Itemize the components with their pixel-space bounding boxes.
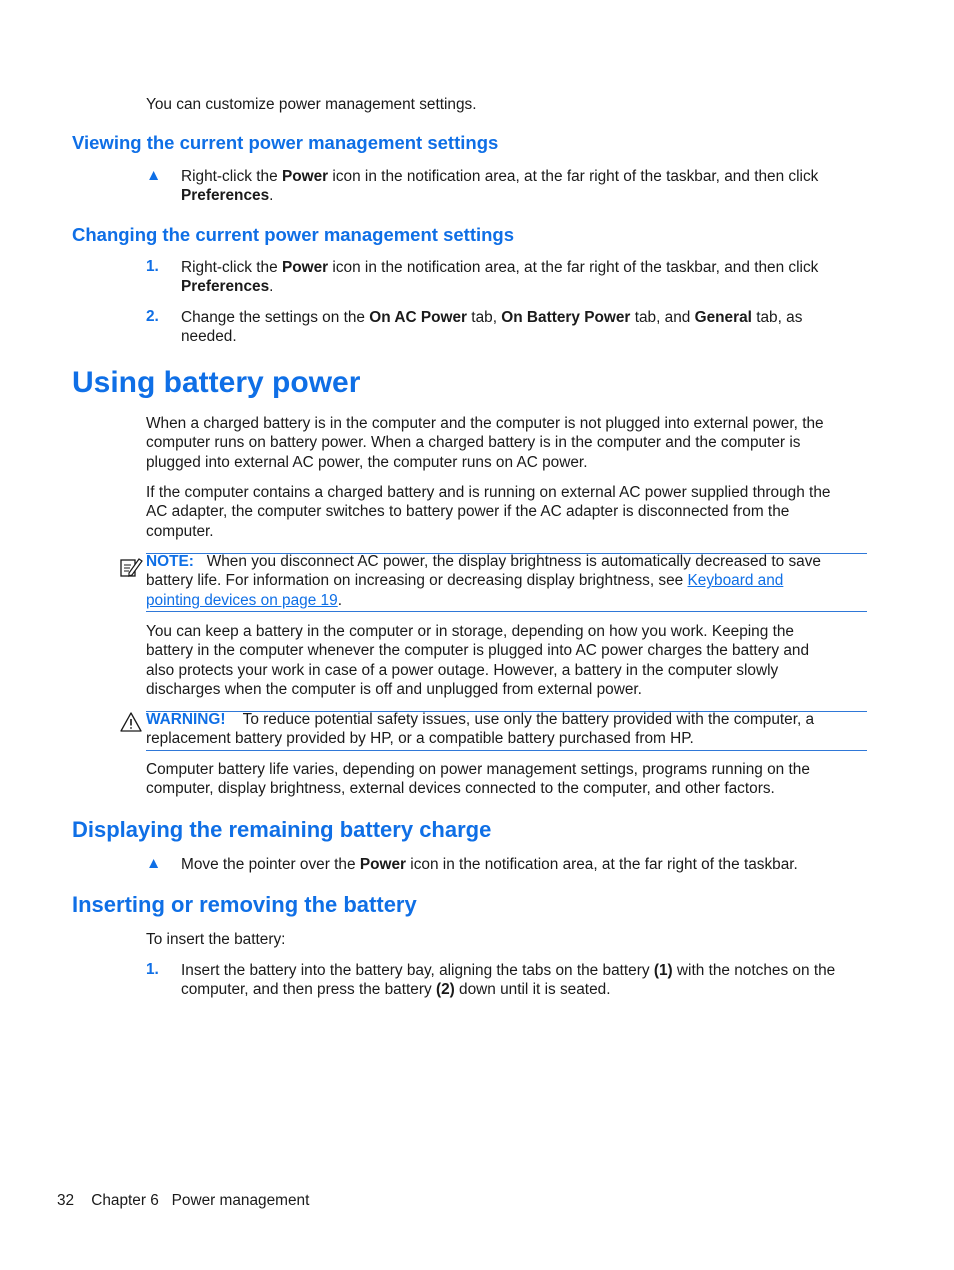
footer <box>57 1192 309 1210</box>
battery-paragraph-4: Computer battery life varies, depending on power management settings, programs running on the computer, display brightness, external devices connected to the computer, and other factors. <box>146 761 810 798</box>
inserting-step-1: Insert the battery into the battery bay, aligning the tabs on the battery (1) with the notches on the computer, and then press the battery (2) down until it is seated. <box>181 962 836 999</box>
page-number: 32 <box>57 1192 75 1209</box>
note-label: NOTE: <box>146 553 194 570</box>
warning-box: WARNING! To reduce potential safety issues, use only the battery provided with the computer, a replacement battery provided by HP, or a compatible battery purchased from HP. <box>146 711 815 748</box>
bullet-triangle-display: ▲ <box>146 855 162 872</box>
battery-paragraph-1: When a charged battery is in the computer and the computer is not plugged into external power, the computer runs on battery power. When a charged battery is in the computer and the computer is plugged into external AC power, the computer runs on AC power. <box>146 415 824 471</box>
warning-bottom-rule <box>146 750 867 751</box>
heading-changing: Changing the current power management settings <box>72 224 515 245</box>
changing-step-1: Right-click the Power icon in the notification area, at the far right of the taskbar, and then click Preferences. <box>181 259 819 296</box>
step-number-insert-1: 1. <box>146 961 159 978</box>
battery-paragraph-3: You can keep a battery in the computer or in storage, depending on how you work. Keeping the battery in the computer whenever the computer is plugged into AC power charges the battery and also protects your work in case of a power outage. However, a battery in the computer slowly discharges when the computer is off and unplugged from external power. <box>146 623 810 699</box>
changing-step-2: Change the settings on the On AC Power tab, On Battery Power tab, and General tab, as needed. <box>181 309 803 346</box>
heading-displaying: Displaying the remaining battery charge <box>72 817 492 842</box>
battery-paragraph-2: If the computer contains a charged battery and is running on external AC power supplied through the AC adapter, the computer switches to battery power if the AC adapter is disconnected from the computer. <box>146 484 831 540</box>
step-number-1: 1. <box>146 258 159 275</box>
chapter-label: Chapter 6 <box>91 1192 159 1209</box>
displaying-step: Move the pointer over the Power icon in the notification area, at the far right of the taskbar. <box>181 856 798 873</box>
keyboard-pointing-link[interactable]: Keyboard and <box>687 572 784 590</box>
step-number-2: 2. <box>146 308 159 325</box>
note-bottom-rule <box>146 611 867 612</box>
bullet-triangle: ▲ <box>146 167 162 184</box>
warning-triangle-icon <box>120 712 142 732</box>
heading-viewing: Viewing the current power management settings <box>72 132 499 153</box>
viewing-step: Right-click the Power icon in the notification area, at the far right of the taskbar, and then click Preferences. <box>181 168 819 205</box>
keyboard-pointing-link-cont[interactable]: pointing devices on page 19 <box>146 591 338 609</box>
intro-text: You can customize power management settings. <box>146 96 477 113</box>
note-box: NOTE: When you disconnect AC power, the display brightness is automatically decreased to save battery life. For information on increasing or decreasing display brightness, see Keyboard and pointing devices on page 19. <box>146 553 821 609</box>
warning-label: WARNING! <box>146 711 226 728</box>
note-pencil-icon <box>119 555 143 579</box>
heading-using-battery: Using battery power <box>72 366 361 399</box>
inserting-intro: To insert the battery: <box>146 931 286 948</box>
heading-inserting: Inserting or removing the battery <box>72 892 417 917</box>
chapter-title: Power management <box>171 1192 310 1209</box>
